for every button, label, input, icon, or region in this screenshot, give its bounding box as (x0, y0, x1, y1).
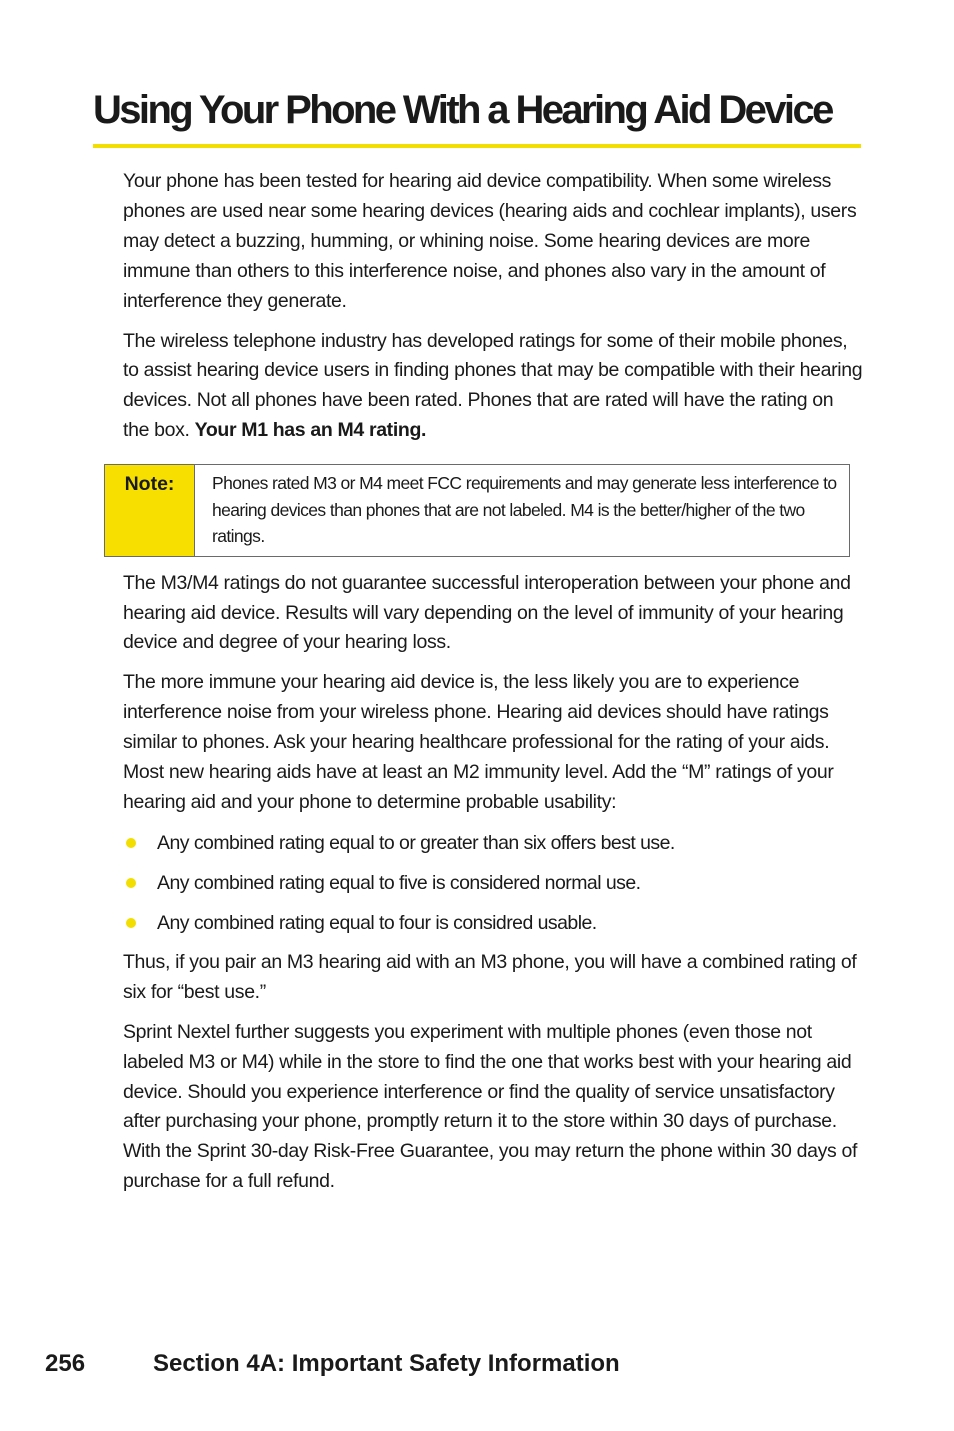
paragraph-ratings-bold: Your M1 has an M4 rating. (194, 419, 427, 442)
page-title: Using Your Phone With a Hearing Aid Device (93, 88, 832, 132)
section-title: Section 4A: Important Safety Information (153, 1350, 620, 1377)
list-item-text: Any combined rating equal to four is considred usable. (157, 911, 597, 934)
list-item-text: Any combined rating equal to or greater than six offers best use. (157, 831, 675, 854)
title-underline (93, 144, 861, 148)
paragraph-intro: Your phone has been tested for hearing aid device compatibility. When some wireless phones are used near some hearing devices (hearing aids and cochlear implants), users may detect a buzzing, humming, or whining noise. Some hearing devices are more immune than others to this interference noise, and phones also vary in the amount of interference they generate. (123, 170, 857, 312)
rating-list (123, 828, 863, 938)
bullet-dot-icon (126, 918, 136, 928)
list-item (123, 868, 863, 898)
page-number: 256 (45, 1350, 86, 1377)
paragraph-example: Thus, if you pair an M3 hearing aid with an M3 phone, you will have a combined rating of six for “best use.” (123, 950, 857, 1003)
note-text: Phones rated M3 or M4 meet FCC requirements and may generate less interference to hearing devices than phones that are not labeled. M4 is the better/higher of the two ratings. (212, 473, 837, 547)
paragraph-immunity: The more immune your hearing aid device is, the less likely you are to experience interference noise from your wireless phone. Hearing aid devices should have ratings similar to phones. Ask your hearing healthcare professional for the rating of your aids. Most new hearing aids have at least an M2 immunity level. Add the “M” ratings of your hearing aid and your phone to determine probable usability: (123, 671, 834, 813)
paragraph-guarantee: The M3/M4 ratings do not guarantee successful interoperation between your phone and hearing aid device. Results will vary depending on the level of immunity of your hearing device and degree of your hearing loss. (123, 571, 851, 654)
page-footer (45, 1346, 620, 1382)
bullet-dot-icon (126, 878, 136, 888)
note-label: Note: (105, 465, 195, 556)
note-box (104, 464, 850, 557)
main-content (123, 167, 863, 1207)
paragraph-ratings-text: The wireless telephone industry has developed ratings for some of their mobile phones, to assist hearing device users in finding phones that may be compatible with their hearing devices. Not all phones have been rated. Phones that are rated will have the rating on the box. (123, 329, 863, 442)
list-item-text: Any combined rating equal to five is considered normal use. (157, 871, 641, 894)
paragraph-sprint: Sprint Nextel further suggests you experiment with multiple phones (even those not labeled M3 or M4) while in the store to find the one that works best with your hearing aid device. Should you experience interference or find the quality of service unsatisfactory after purchasing your phone, promptly return it to the store within 30 days of purchase. With the Sprint 30-day Risk-Free Guarantee, you may return the phone within 30 days of purchase for a full refund. (123, 1020, 858, 1193)
bullet-dot-icon (126, 838, 136, 848)
paragraph-ratings (123, 327, 863, 447)
list-item (123, 828, 863, 858)
list-item (123, 908, 863, 938)
